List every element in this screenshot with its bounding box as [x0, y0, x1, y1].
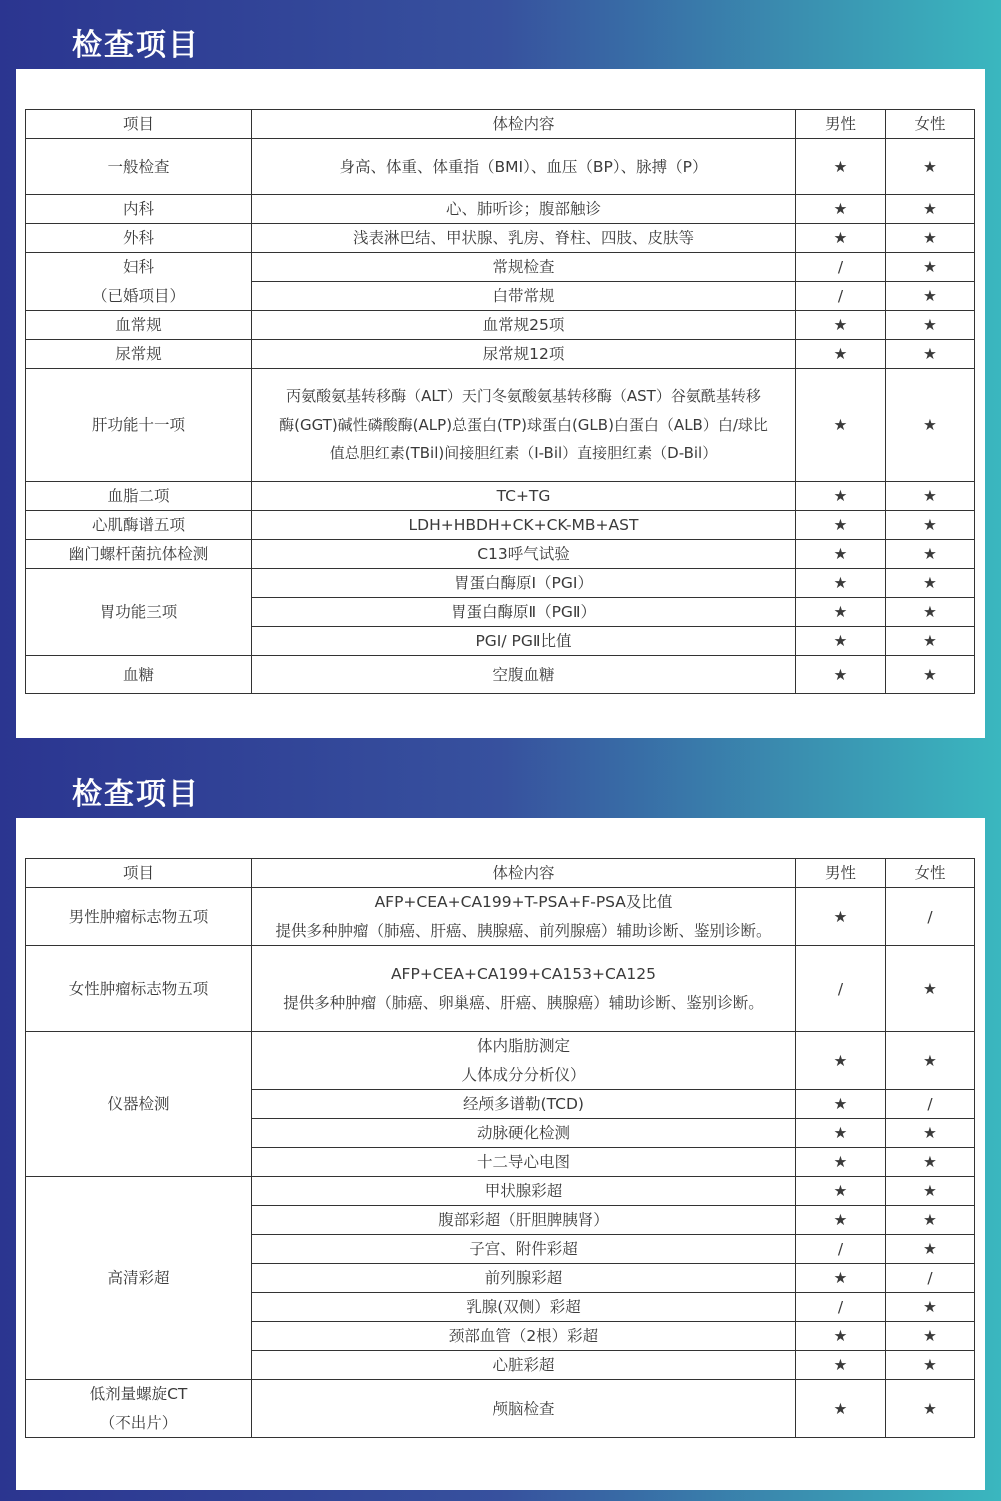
male-mark: ★: [796, 369, 886, 482]
female-mark: ★: [886, 282, 975, 311]
female-mark: ★: [886, 656, 975, 694]
male-mark: ★: [796, 1351, 886, 1380]
female-mark: ★: [886, 1351, 975, 1380]
table-row: [26, 482, 975, 511]
female-mark: ★: [886, 311, 975, 340]
table-row: [26, 1177, 975, 1206]
category-cell: 肝功能十一项: [26, 369, 252, 482]
category-line: （已婚项目）: [91, 286, 185, 305]
content-cell: 子宫、附件彩超: [252, 1235, 796, 1264]
content-line: 值总胆红素(TBil)间接胆红素（I-Bil）直接胆红素（D-Bil）: [329, 444, 718, 463]
male-mark: /: [796, 1235, 886, 1264]
male-mark: ★: [796, 1148, 886, 1177]
table-row: [26, 253, 975, 282]
male-mark: ★: [796, 540, 886, 569]
content-line: 提供多种肿瘤（肺癌、卵巢癌、肝癌、胰腺癌）辅助诊断、鉴别诊断。: [283, 993, 764, 1012]
category-cell: 男性肿瘤标志物五项: [26, 888, 252, 946]
table-header-row: [26, 859, 975, 888]
content-line: 体内脂肪测定: [476, 1037, 570, 1055]
content-cell: 血常规25项: [252, 311, 796, 340]
female-mark: ★: [886, 1032, 975, 1090]
female-mark: ★: [886, 340, 975, 369]
female-mark: ★: [886, 1293, 975, 1322]
content-cell: 尿常规12项: [252, 340, 796, 369]
panel-title: 检查项目: [72, 28, 200, 63]
table-row: [26, 369, 975, 482]
category-cell: 仪器检测: [26, 1032, 252, 1177]
content-line: 酶(GGT)碱性磷酸酶(ALP)总蛋白(TP)球蛋白(GLB)白蛋白（ALB）白/球比: [279, 415, 768, 434]
female-mark: ★: [886, 627, 975, 656]
category-cell: 内科: [26, 195, 252, 224]
content-cell: 浅表淋巴结、甲状腺、乳房、脊柱、四肢、皮肤等: [252, 224, 796, 253]
header-content: 体检内容: [252, 110, 796, 139]
table-header-row: [26, 110, 975, 139]
category-cell: 心肌酶谱五项: [26, 511, 252, 540]
content-line: AFP+CEA+CA199+T-PSA+F-PSA及比值: [374, 893, 673, 911]
female-mark: ★: [886, 1119, 975, 1148]
female-mark: ★: [886, 1322, 975, 1351]
male-mark: ★: [796, 1119, 886, 1148]
content-cell: 颅脑检查: [252, 1380, 796, 1438]
female-mark: ★: [886, 195, 975, 224]
header-content: 体检内容: [252, 859, 796, 888]
male-mark: ★: [796, 1177, 886, 1206]
content-cell: PGⅠ/ PGⅡ比值: [252, 627, 796, 656]
content-cell: 空腹血糖: [252, 656, 796, 694]
header-female: 女性: [886, 110, 975, 139]
female-mark: ★: [886, 511, 975, 540]
female-mark: /: [886, 888, 975, 946]
table-row: [26, 1032, 975, 1090]
table-row: [26, 340, 975, 369]
category-line: 妇科: [122, 258, 154, 276]
content-line: 提供多种肿瘤（肺癌、肝癌、胰腺癌、前列腺癌）辅助诊断、鉴别诊断。: [275, 921, 772, 940]
male-mark: /: [796, 282, 886, 311]
male-mark: ★: [796, 888, 886, 946]
category-line: 低剂量螺旋CT: [89, 1385, 188, 1403]
female-mark: ★: [886, 369, 975, 482]
header-female: 女性: [886, 859, 975, 888]
category-line: （不出片）: [99, 1413, 178, 1432]
content-cell: 动脉硬化检测: [252, 1119, 796, 1148]
panel-1: [0, 0, 1001, 749]
male-mark: ★: [796, 627, 886, 656]
content-cell: [252, 1032, 796, 1090]
category-cell: 胃功能三项: [26, 569, 252, 656]
content-cell: 心脏彩超: [252, 1351, 796, 1380]
male-mark: ★: [796, 340, 886, 369]
table-row: [26, 224, 975, 253]
female-mark: ★: [886, 224, 975, 253]
female-mark: ★: [886, 482, 975, 511]
table-row: [26, 311, 975, 340]
content-cell: 胃蛋白酶原Ⅱ（PGⅡ）: [252, 598, 796, 627]
table-row: [26, 540, 975, 569]
male-mark: ★: [796, 598, 886, 627]
male-mark: ★: [796, 224, 886, 253]
content-line: AFP+CEA+CA199+CA153+CA125: [390, 965, 657, 983]
male-mark: ★: [796, 311, 886, 340]
content-cell: TC+TG: [252, 482, 796, 511]
female-mark: ★: [886, 1177, 975, 1206]
header-item: 项目: [26, 859, 252, 888]
category-cell: [26, 253, 252, 311]
female-mark: ★: [886, 253, 975, 282]
content-cell: 经颅多谱勒(TCD): [252, 1090, 796, 1119]
female-mark: /: [886, 1090, 975, 1119]
content-cell: 甲状腺彩超: [252, 1177, 796, 1206]
header-male: 男性: [796, 859, 886, 888]
category-cell: 幽门螺杆菌抗体检测: [26, 540, 252, 569]
content-cell: C13呼气试验: [252, 540, 796, 569]
content-cell: 颈部血管（2根）彩超: [252, 1322, 796, 1351]
female-mark: ★: [886, 598, 975, 627]
category-cell: 高清彩超: [26, 1177, 252, 1380]
table-card: [16, 818, 985, 1490]
male-mark: ★: [796, 139, 886, 195]
content-cell: 腹部彩超（肝胆脾胰肾）: [252, 1206, 796, 1235]
female-mark: ★: [886, 540, 975, 569]
header-male: 男性: [796, 110, 886, 139]
male-mark: ★: [796, 511, 886, 540]
content-cell: 前列腺彩超: [252, 1264, 796, 1293]
male-mark: ★: [796, 195, 886, 224]
panel-2: [0, 749, 1001, 1501]
panel-title: 检查项目: [72, 777, 200, 812]
table-card: [16, 69, 985, 738]
content-cell: [252, 888, 796, 946]
male-mark: ★: [796, 1322, 886, 1351]
table-row: [26, 195, 975, 224]
category-cell: 血常规: [26, 311, 252, 340]
category-cell: 一般检查: [26, 139, 252, 195]
content-cell: 乳腺(双侧）彩超: [252, 1293, 796, 1322]
content-cell: 身高、体重、体重指（BMI）、血压（BP）、脉搏（P）: [252, 139, 796, 195]
content-line: 丙氨酸氨基转移酶（ALT）天门冬氨酸氨基转移酶（AST）谷氨酰基转移: [286, 387, 761, 406]
content-cell: 十二导心电图: [252, 1148, 796, 1177]
male-mark: ★: [796, 482, 886, 511]
male-mark: ★: [796, 656, 886, 694]
male-mark: ★: [796, 569, 886, 598]
male-mark: ★: [796, 1032, 886, 1090]
category-cell: 外科: [26, 224, 252, 253]
table-row: [26, 139, 975, 195]
male-mark: ★: [796, 1380, 886, 1438]
male-mark: ★: [796, 1264, 886, 1293]
table-row: [26, 569, 975, 598]
content-cell: LDH+HBDH+CK+CK-MB+AST: [252, 511, 796, 540]
male-mark: /: [796, 1293, 886, 1322]
table-row: [26, 656, 975, 694]
content-cell: 心、肺听诊；腹部触诊: [252, 195, 796, 224]
content-cell: 白带常规: [252, 282, 796, 311]
female-mark: ★: [886, 1206, 975, 1235]
content-cell: [252, 946, 796, 1032]
table-row: [26, 946, 975, 1032]
exam-table-2: [25, 858, 975, 1438]
category-cell: 尿常规: [26, 340, 252, 369]
category-cell: 女性肿瘤标志物五项: [26, 946, 252, 1032]
female-mark: ★: [886, 946, 975, 1032]
female-mark: ★: [886, 1235, 975, 1264]
content-line: 人体成分分析仪）: [461, 1065, 586, 1084]
content-cell: 常规检查: [252, 253, 796, 282]
content-cell: [252, 369, 796, 482]
male-mark: /: [796, 253, 886, 282]
female-mark: ★: [886, 569, 975, 598]
female-mark: ★: [886, 1380, 975, 1438]
header-item: 项目: [26, 110, 252, 139]
female-mark: /: [886, 1264, 975, 1293]
female-mark: ★: [886, 139, 975, 195]
male-mark: ★: [796, 1206, 886, 1235]
exam-table-1: [25, 109, 975, 694]
category-cell: 血脂二项: [26, 482, 252, 511]
category-cell: [26, 1380, 252, 1438]
content-cell: 胃蛋白酶原Ⅰ（PGⅠ）: [252, 569, 796, 598]
table-row: [26, 888, 975, 946]
female-mark: ★: [886, 1148, 975, 1177]
table-row: [26, 511, 975, 540]
category-cell: 血糖: [26, 656, 252, 694]
male-mark: /: [796, 946, 886, 1032]
table-row: [26, 1380, 975, 1438]
male-mark: ★: [796, 1090, 886, 1119]
